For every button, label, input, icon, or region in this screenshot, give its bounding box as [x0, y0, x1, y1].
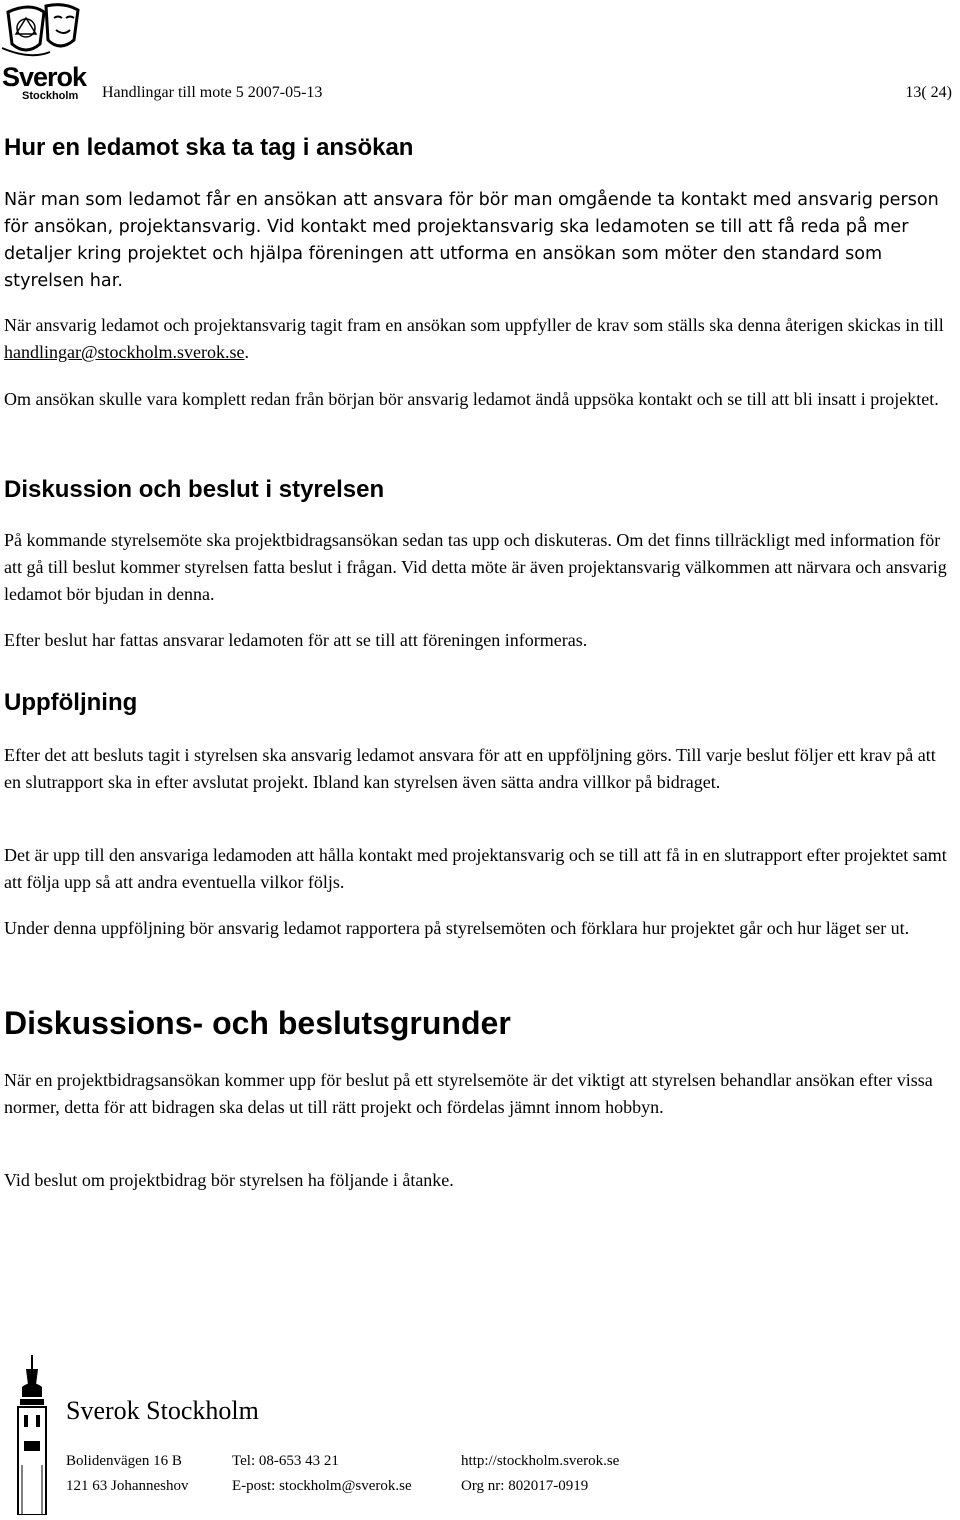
- footer-org-nr: Org nr: 802017-0919: [461, 1478, 589, 1494]
- paragraph-text: .: [244, 342, 250, 362]
- footer-address-2: 121 63 Johanneshov: [66, 1478, 189, 1494]
- paragraph: När man som ledamot får en ansökan att ansvara för bör man omgående ta kontakt med ansvarig person för ansökan, projektansvarig. Vid kontakt med projektansvarig ska ledamoten se till att få reda på mer detaljer kring projektet och hjälpa föreningen att utforma en ansökan som möter den standard som styrelsen har.: [4, 190, 939, 291]
- paragraph: Efter beslut har fattas ansvarar ledamoten för att se till att föreningen informeras.: [4, 630, 588, 650]
- paragraph: Det är upp till den ansvariga ledamoden att hålla kontakt med projektansvarig och se till att få in en slutrapport efter projektet samt att följa upp så att andra eventuella vilkor följs.: [4, 845, 947, 892]
- footer-website: http://stockholm.sverok.se: [461, 1453, 620, 1469]
- footer-org-name: Sverok Stockholm: [66, 1396, 259, 1425]
- paragraph: Efter det att besluts tagit i styrelsen ska ansvarig ledamot ansvara för att en uppföljning görs. Till varje beslut följer ett krav på att en slutrapport ska in efter avslutat projekt. Ibland kan styrelsen även sätta andra villkor på bidraget.: [4, 745, 936, 792]
- paragraph: När en projektbidragsansökan kommer upp för beslut på ett styrelsemöte är det viktigt att styrelsen behandlar ansökan efter vissa normer, detta för att bidragen ska delas ut till rätt projekt och fördelas jämnt innom hobbyn.: [4, 1070, 933, 1117]
- heading-diskussions-beslutsgrunder: Diskussions- och beslutsgrunder: [4, 1005, 511, 1041]
- footer-email: E-post: stockholm@sverok.se: [232, 1478, 412, 1494]
- heading-uppfoljning: Uppföljning: [4, 689, 138, 716]
- footer-tel: Tel: 08-653 43 21: [232, 1453, 339, 1469]
- email-link[interactable]: handlingar@stockholm.sverok.se: [4, 342, 245, 362]
- logo-subtext: Stockholm: [22, 90, 79, 102]
- header-title: Handlingar till mote 5 2007-05-13: [102, 84, 323, 101]
- paragraph: På kommande styrelsemöte ska projektbidragsansökan sedan tas upp och diskuteras. Om det finns tillräckligt med information för att gå till beslut kommer styrelsen fatta beslut i frågan. Vid detta möte är även projektansvarig välkommen att närvara och ansvarig ledamot bör bjudan in denna.: [4, 530, 947, 604]
- sverok-logo: [0, 0, 96, 104]
- heading-ledamot-ansokan: Hur en ledamot ska ta tag i ansökan: [4, 134, 414, 161]
- paragraph: [4, 312, 954, 366]
- heading-diskussion-beslut: Diskussion och beslut i styrelsen: [4, 476, 385, 503]
- city-hall-tower-icon: [8, 1355, 56, 1515]
- paragraph-text: När ansvarig ledamot och projektansvarig tagit fram en ansökan som uppfyller de krav som ställs ska denna återigen skickas in till: [4, 315, 944, 335]
- paragraph: Under denna uppföljning bör ansvarig ledamot rapportera på styrelsemöten och förklara hur projektet går och hur läget ser ut.: [4, 918, 910, 938]
- paragraph: Om ansökan skulle vara komplett redan från början bör ansvarig ledamot ändå uppsöka kontakt och se till att bli insatt i projektet.: [4, 389, 939, 409]
- footer-address-1: Bolidenvägen 16 B: [66, 1453, 182, 1469]
- paragraph: Vid beslut om projektbidrag bör styrelsen ha följande i åtanke.: [4, 1170, 454, 1190]
- page-number: 13( 24): [905, 84, 952, 101]
- logo-text: Sverok: [2, 62, 87, 92]
